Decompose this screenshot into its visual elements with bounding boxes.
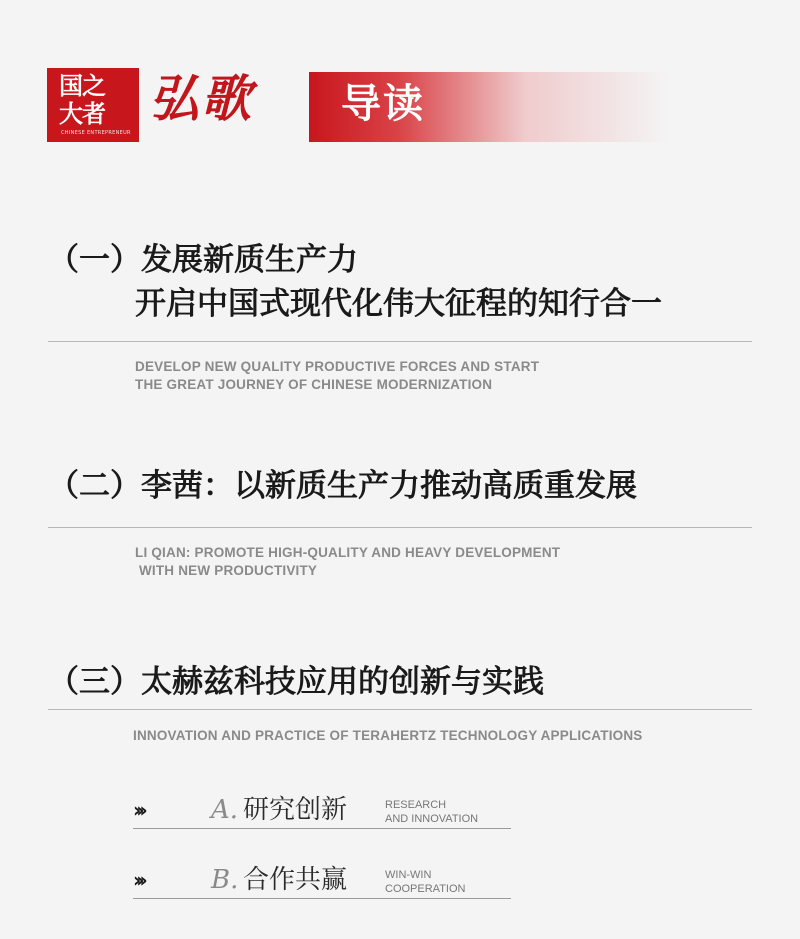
sub-item-label: 研究创新 [243, 795, 348, 825]
section-1-title [48, 238, 662, 326]
section-2-english-subtitle [135, 544, 560, 580]
section-2-title-line-1: 李茜：以新质生产力推动高质重发展 [141, 468, 637, 504]
section-3-english-subtitle [133, 727, 643, 745]
section-3-title-line-1: 太赫兹科技应用的创新与实践 [141, 664, 544, 700]
logo-subtext: CHINESE ENTREPRENEUR [61, 130, 131, 136]
sub-item-english-line-2: COOPERATION [385, 883, 466, 895]
section-3-divider [48, 709, 752, 710]
sub-item-label: 合作共赢 [243, 865, 348, 895]
section-3-title [48, 660, 544, 704]
sub-item-english-line-2: AND INNOVATION [385, 813, 479, 825]
logo-text-line-2: 大者 [59, 100, 105, 128]
section-2-number: （二） [48, 468, 141, 504]
triple-chevron-icon: ››› [133, 798, 143, 822]
sub-item-underline [133, 828, 511, 829]
sub-item-letter: B. [211, 865, 239, 895]
logo-text-line-1: 国之 [59, 72, 105, 100]
sub-item-cooperation [133, 866, 511, 898]
section-1-title-line-2: 开启中国式现代化伟大征程的知行合一 [135, 286, 662, 322]
sub-item-english [385, 798, 478, 826]
sub-item-research [133, 796, 511, 828]
section-1-english-line-1: DEVELOP NEW QUALITY PRODUCTIVE FORCES AND START [135, 359, 540, 374]
section-1-title-line-1: 发展新质生产力 [141, 242, 358, 278]
section-1-divider [48, 341, 752, 342]
section-3-number: （三） [48, 664, 141, 700]
section-2-english-line-2: WITH NEW PRODUCTIVITY [135, 563, 318, 578]
guide-banner [309, 72, 669, 142]
sub-item-underline [133, 898, 511, 899]
section-1-english-line-2: THE GREAT JOURNEY OF CHINESE MODERNIZATION [135, 377, 493, 392]
guide-banner-label: 导读 [341, 81, 425, 127]
brand-logo [47, 68, 139, 142]
triple-chevron-icon: ››› [133, 868, 143, 892]
section-2-title [48, 464, 637, 508]
section-1-english-subtitle [135, 358, 539, 394]
sub-item-english-line-1: RESEARCH [385, 799, 447, 811]
section-1-number: （一） [48, 242, 141, 278]
header [47, 68, 667, 146]
sub-item-english [385, 868, 465, 896]
section-3-english-line-1: INNOVATION AND PRACTICE OF TERAHERTZ TECHNOLOGY APPLICATIONS [133, 728, 643, 743]
calligraphy-title: 弘歌 [149, 69, 253, 128]
sub-item-english-line-1: WIN-WIN [385, 869, 432, 881]
section-2-divider [48, 527, 752, 528]
sub-item-letter: A. [211, 795, 239, 825]
section-2-english-line-1: LI QIAN: PROMOTE HIGH-QUALITY AND HEAVY DEVELOPMENT [135, 545, 561, 560]
